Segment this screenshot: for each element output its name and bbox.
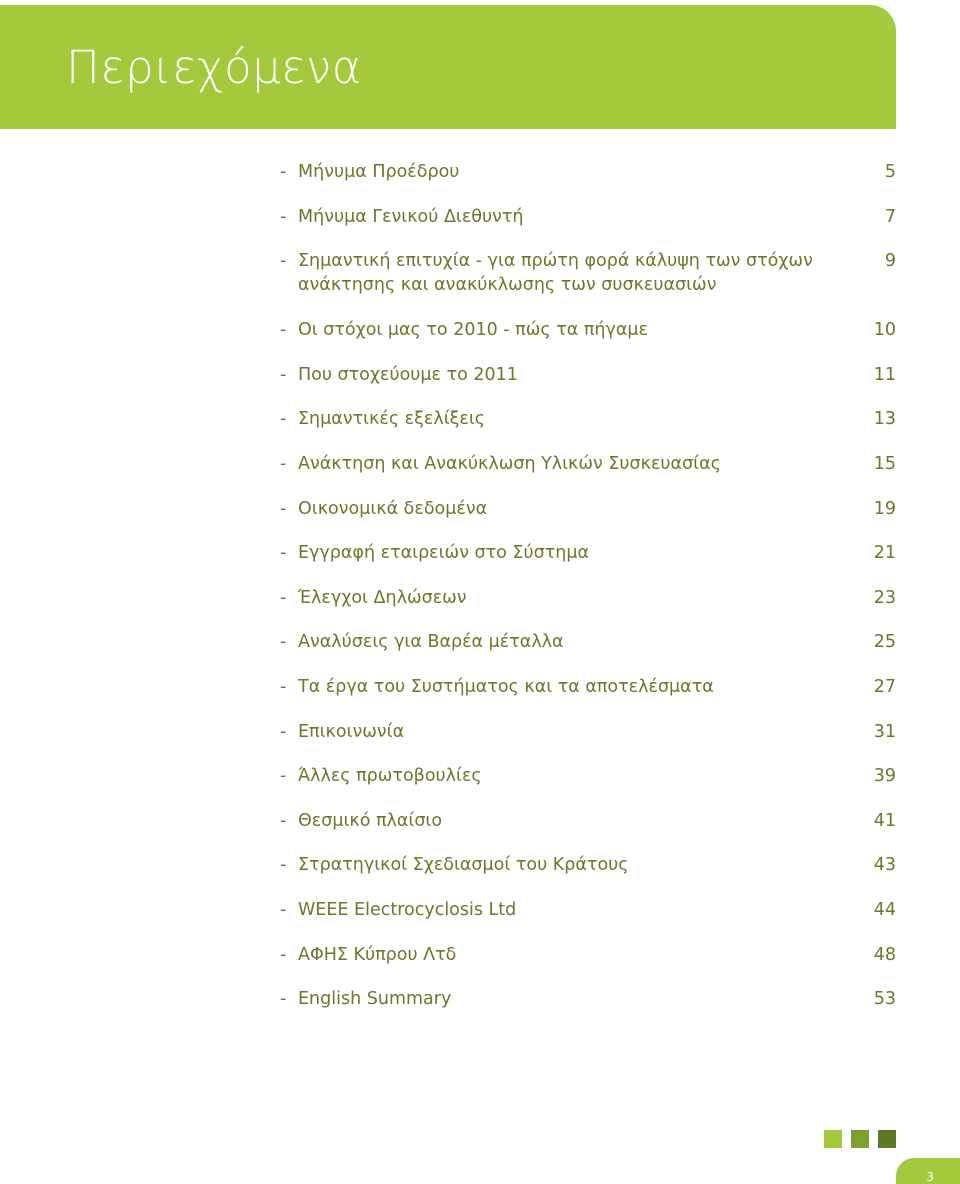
entry-dash: - (280, 632, 287, 653)
entry-page-number: 44 (873, 899, 896, 920)
entry-dash: - (280, 206, 287, 227)
entry-dash: - (280, 721, 287, 742)
entry-label: Που στοχεύουμε το 2011 (298, 364, 518, 385)
toc-entry[interactable] (280, 720, 896, 765)
entry-label: Σημαντικές εξελίξεις (298, 409, 486, 430)
toc-entry[interactable] (280, 160, 896, 205)
entry-page-number: 48 (873, 944, 896, 965)
toc-entry[interactable] (280, 541, 896, 586)
entry-label: Τα έργα του Συστήματος και τα αποτελέσματα (298, 676, 714, 697)
toc-entry[interactable] (280, 898, 896, 943)
medium-square-icon (851, 1130, 869, 1148)
entry-label: Εγγραφή εταιρειών στο Σύστημα (298, 543, 590, 564)
entry-text (280, 675, 714, 699)
toc-entry[interactable] (280, 764, 896, 809)
toc-entry[interactable] (280, 853, 896, 898)
entry-page-number: 19 (873, 498, 896, 519)
toc-entry[interactable] (280, 452, 896, 497)
entry-label: ΑΦΗΣ Κύπρου Λτδ (298, 944, 457, 965)
dark-square-icon (878, 1130, 896, 1148)
entry-text (280, 630, 564, 654)
entry-page-number: 25 (873, 632, 896, 653)
toc-entry[interactable] (280, 497, 896, 542)
entry-dash: - (280, 676, 287, 697)
entry-text (280, 987, 451, 1011)
toc-entry[interactable] (280, 630, 896, 675)
entry-page-number: 41 (873, 810, 896, 831)
toc-entry[interactable] (280, 943, 896, 988)
entry-label: Επικοινωνία (298, 721, 405, 742)
entry-dash: - (280, 498, 287, 519)
entry-label: Θεσμικό πλαίσιο (298, 810, 443, 831)
entry-dash: - (280, 899, 287, 920)
entry-text (280, 160, 459, 184)
entry-label: English Summary (298, 989, 452, 1010)
entry-dash: - (280, 364, 287, 385)
entry-text (280, 764, 482, 788)
toc-entry[interactable] (280, 249, 896, 318)
entry-text (280, 205, 524, 229)
entry-dash: - (280, 162, 287, 182)
entry-dash: - (280, 587, 287, 608)
entry-dash: - (280, 810, 287, 831)
entry-dash: - (280, 320, 287, 341)
entry-page-number: 27 (873, 676, 896, 697)
page-number: 3 (926, 1170, 934, 1184)
entry-page-number: 15 (873, 453, 896, 474)
entry-page-number: 9 (884, 251, 896, 272)
toc-entry[interactable] (280, 205, 896, 250)
entry-label: Μήνυμα Προέδρου (298, 162, 460, 182)
entry-text (280, 541, 589, 565)
toc-entry[interactable] (280, 407, 896, 452)
entry-text (280, 407, 485, 431)
entry-label: Οικονομικά δεδομένα (298, 498, 488, 519)
entry-label: Ανάκτηση και Ανακύκλωση Υλικών Συσκευασίας (298, 453, 721, 474)
entry-text (280, 586, 467, 610)
page-title: Περιεχόμενα (66, 41, 362, 94)
entry-text (280, 853, 629, 877)
entry-page-number: 31 (873, 721, 896, 742)
entry-dash: - (280, 766, 287, 787)
entry-dash: - (280, 453, 287, 474)
entry-text (280, 898, 516, 922)
entry-text (280, 363, 518, 387)
entry-page-number: 10 (873, 320, 896, 341)
entry-label: Οι στόχοι μας το 2010 - πώς τα πήγαμε (298, 320, 648, 341)
entry-dash: - (280, 409, 287, 430)
toc-entry[interactable] (280, 987, 896, 1032)
entry-page-number: 21 (873, 543, 896, 564)
toc-entry[interactable] (280, 586, 896, 631)
entry-page-number: 43 (873, 855, 896, 876)
entry-label: Άλλες πρωτοβουλίες (298, 766, 482, 787)
entry-dash: - (280, 251, 287, 272)
entry-text (280, 809, 442, 833)
entry-text (280, 452, 721, 476)
entry-label: Στρατηγικοί Σχεδιασμοί του Κράτους (298, 855, 629, 876)
entry-label: WEEE Electrocyclosis Ltd (298, 899, 517, 920)
entry-page-number: 11 (873, 364, 896, 385)
entry-dash: - (280, 543, 287, 564)
entry-page-number: 39 (873, 766, 896, 787)
entry-page-number: 23 (873, 587, 896, 608)
entry-page-number: 7 (884, 206, 896, 227)
header-banner (0, 5, 896, 129)
entry-text (280, 943, 456, 967)
entry-label: Αναλύσεις για Βαρέα μέταλλα (298, 632, 564, 653)
entry-dash: - (280, 944, 287, 965)
entry-text (280, 497, 487, 521)
footer-decoration (824, 1130, 896, 1148)
entry-dash: - (280, 989, 287, 1010)
toc-entry[interactable] (280, 318, 896, 363)
entry-text (280, 720, 404, 744)
entry-label: Μήνυμα Γενικού Διεθυντή (298, 206, 524, 227)
toc-entry[interactable] (280, 675, 896, 720)
entry-text (280, 249, 813, 297)
light-square-icon (824, 1130, 842, 1148)
entry-page-number: 53 (873, 989, 896, 1010)
entry-text (280, 318, 648, 342)
table-of-contents (280, 160, 896, 1032)
entry-label: Σημαντική επιτυχία - για πρώτη φορά κάλυψη των στόχων ανάκτησης και ανακύκλωσης των συσκευασιών (298, 251, 813, 296)
entry-label: Έλεγχοι Δηλώσεων (298, 587, 467, 608)
toc-entry[interactable] (280, 809, 896, 854)
toc-entry[interactable] (280, 363, 896, 408)
entry-page-number: 5 (884, 162, 896, 182)
entry-page-number: 13 (873, 409, 896, 430)
entry-dash: - (280, 855, 287, 876)
